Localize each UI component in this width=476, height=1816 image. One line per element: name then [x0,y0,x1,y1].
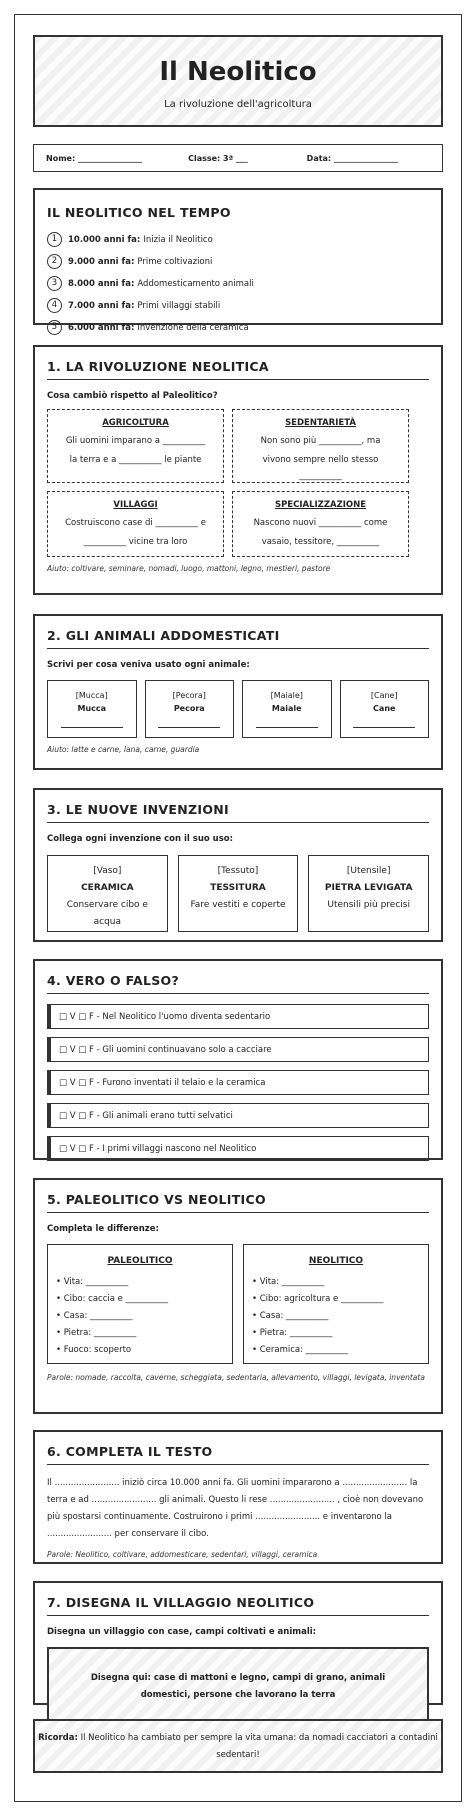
invention-use: Utensili più precisi [327,900,410,910]
drawing-area[interactable]: Disegna qui: case di mattoni e legno, campi di grano, animali domestici, persone che lavorano la terra [47,1647,429,1727]
section-confronto [33,1178,443,1414]
comparison-line: • Fuoco: scoperto [56,1345,132,1355]
comparison-line[interactable]: • Pietra: __________ [56,1328,137,1338]
timeline-text: Prime coltivazioni [137,256,213,267]
timeline-date: 9.000 anni fa: [68,256,135,267]
number-circle: 1 [47,232,62,247]
timeline-section [33,188,443,333]
animal-card [242,680,332,738]
concept-grid [47,409,429,557]
invention-image-placeholder: [Vaso] [93,866,122,876]
answer-line[interactable] [256,727,318,728]
invention-use: Conservare cibo e acqua [66,900,148,927]
timeline-item [47,320,429,335]
box-line[interactable]: Non sono più __________, ma [260,436,381,446]
concept-box [47,491,224,557]
comparison-line[interactable]: • Vita: __________ [252,1277,325,1287]
comparison-line[interactable]: • Vita: __________ [56,1277,129,1287]
timeline-date: 7.000 anni fa: [68,300,135,311]
invention-image-placeholder: [Tessuto] [217,866,259,876]
concept-box [232,409,409,483]
section-question: Collega ogni invenzione con il suo uso: [47,834,234,844]
number-circle: 4 [47,298,62,313]
timeline-text: Inizia il Neolitico [143,234,213,245]
section-title: IL NEOLITICO NEL TEMPO [47,205,231,220]
concept-box [232,491,409,557]
box-heading: SPECIALIZZAZIONE [274,500,367,510]
box-line[interactable]: Gli uomini imparano a __________ [65,436,206,446]
box-line[interactable]: Nascono nuovi __________ come [253,518,388,528]
timeline-date: 10.000 anni fa: [68,234,141,245]
comparison-line[interactable]: • Cibo: caccia e __________ [56,1294,169,1304]
comparison-line[interactable]: • Pietra: __________ [252,1328,333,1338]
page-title: Il Neolitico [159,57,317,87]
comparison-line[interactable]: • Casa: __________ [252,1311,329,1321]
reminder-text: Il Neolitico ha cambiato per sempre la vita umana: da nomadi cacciatori a contadini sedentari! [80,1733,438,1760]
paleolitico-box [47,1244,233,1364]
animal-image-placeholder: [Cane] [370,691,398,700]
box-heading: SEDENTARIETÀ [285,418,356,428]
name-field[interactable]: Nome: ________________ [46,154,142,163]
animal-name: Maiale [271,704,302,713]
animal-name: Mucca [77,704,107,713]
section-title: 4. VERO O FALSO? [47,973,429,994]
box-line[interactable]: __________ vicine tra loro [83,537,188,547]
section-testo [33,1430,443,1564]
neolitico-box [243,1244,429,1364]
section-rivoluzione [33,345,443,595]
section-title: 1. LA RIVOLUZIONE NEOLITICA [47,359,429,380]
invention-card [47,855,168,932]
box-line[interactable]: vasaio, tessitore, __________ [261,537,380,547]
box-line[interactable]: Costruiscono case di __________ e [65,518,206,528]
animal-row [47,680,429,738]
timeline-text: Invenzione della ceramica [137,322,249,333]
timeline-item [47,298,429,313]
animal-image-placeholder: [Pecora] [172,691,206,700]
section-invenzioni [33,788,443,942]
animal-card [47,680,137,738]
animal-name: Pecora [173,704,205,713]
date-field[interactable]: Data: ________________ [306,154,398,163]
true-false-item[interactable]: □ V □ F - Gli uomini continuavano solo a cacciare [47,1037,429,1062]
timeline-item [47,276,429,291]
true-false-item[interactable]: □ V □ F - Nel Neolitico l'uomo diventa sedentario [47,1004,429,1029]
timeline-item [47,254,429,269]
number-circle: 3 [47,276,62,291]
comparison-line[interactable]: • Casa: __________ [56,1311,133,1321]
timeline-item [47,232,429,247]
class-field[interactable]: Classe: 3ª ___ [188,154,248,163]
section-question: Cosa cambiò rispetto al Paleolitico? [47,391,218,401]
timeline-date: 6.000 anni fa: [68,322,135,333]
true-false-item[interactable]: □ V □ F - Gli animali erano tutti selvatici [47,1103,429,1128]
section-title: 5. PALEOLITICO VS NEOLITICO [47,1192,429,1213]
hint-text: Parole: Neolitico, coltivare, addomesticare, sedentari, villaggi, ceramica [47,1550,318,1559]
invention-use: Fare vestiti e coperte [190,900,286,910]
animal-image-placeholder: [Maiale] [270,691,303,700]
reminder-box [33,1719,443,1773]
box-heading: NEOLITICO [308,1256,364,1266]
invention-name: CERAMICA [81,883,134,893]
section-question: Scrivi per cosa veniva usato ogni animale: [47,660,250,670]
cloze-paragraph[interactable]: Il ........................ iniziò circa 10.000 anni fa. Gli uomini impararono a ........................ la terra e ad ........................ gli animali. Questo li rese ........................ , cioè non dovevano più spostarsi continuamente. Costruirono i primi ........................ e inventarono la ........................ per conservare il cibo. [47,1478,424,1539]
title-header [33,35,443,127]
concept-box [47,409,224,483]
comparison-line[interactable]: • Cibo: agricoltura e __________ [252,1294,384,1304]
box-line[interactable]: la terra e a __________ le piante [69,455,202,465]
section-title: 2. GLI ANIMALI ADDOMESTICATI [47,628,429,649]
timeline-date: 8.000 anni fa: [68,278,135,289]
section-title: 3. LE NUOVE INVENZIONI [47,802,429,823]
comparison-row [47,1244,429,1364]
timeline-text: Addomesticamento animali [137,278,254,289]
invention-name: PIETRA LEVIGATA [324,883,413,893]
page-subtitle: La rivoluzione dell'agricoltura [164,99,312,110]
section-disegna [33,1581,443,1705]
invention-card [308,855,429,932]
comparison-line[interactable]: • Ceramica: __________ [252,1345,349,1355]
true-false-item[interactable]: □ V □ F - Furono inventati il telaio e la ceramica [47,1070,429,1095]
student-info-bar [33,144,443,172]
section-question: Disegna un villaggio con case, campi coltivati e animali: [47,1627,317,1637]
hint-text: Parole: nomade, raccolta, caverne, scheggiata, sedentaria, allevamento, villaggi, levigata, inventata [47,1373,425,1382]
animal-card [145,680,235,738]
answer-line[interactable] [158,727,220,728]
animal-image-placeholder: [Mucca] [75,691,108,700]
number-circle: 2 [47,254,62,269]
section-question: Completa le differenze: [47,1224,159,1234]
section-title: 7. DISEGNA IL VILLAGGIO NEOLITICO [47,1595,429,1616]
section-vero-falso [33,959,443,1160]
reminder-label: Ricorda: [38,1733,78,1743]
box-heading: VILLAGGI [113,500,158,510]
section-title: 6. COMPLETA IL TESTO [47,1444,429,1465]
box-line[interactable]: vivono sempre nello stesso [262,455,379,465]
number-circle: 5 [47,320,62,335]
section-animali [33,614,443,770]
invention-image-placeholder: [Utensile] [346,866,391,876]
box-heading: AGRICOLTURA [102,418,169,428]
animal-card [340,680,430,738]
answer-line[interactable] [353,727,415,728]
animal-name: Cane [373,704,396,713]
hint-text: Aiuto: latte e carne, lana, carne, guardia [47,745,200,754]
invention-name: TESSITURA [210,883,266,893]
hint-text: Aiuto: coltivare, seminare, nomadi, luogo, mattoni, legno, mestieri, pastore [47,564,331,573]
box-heading: PALEOLITICO [107,1256,173,1266]
invention-card [178,855,299,932]
box-line[interactable]: __________ [299,471,342,481]
true-false-item[interactable]: □ V □ F - I primi villaggi nascono nel Neolitico [47,1136,429,1161]
invention-row [47,855,429,932]
timeline-text: Primi villaggi stabili [137,300,221,311]
answer-line[interactable] [61,727,123,728]
